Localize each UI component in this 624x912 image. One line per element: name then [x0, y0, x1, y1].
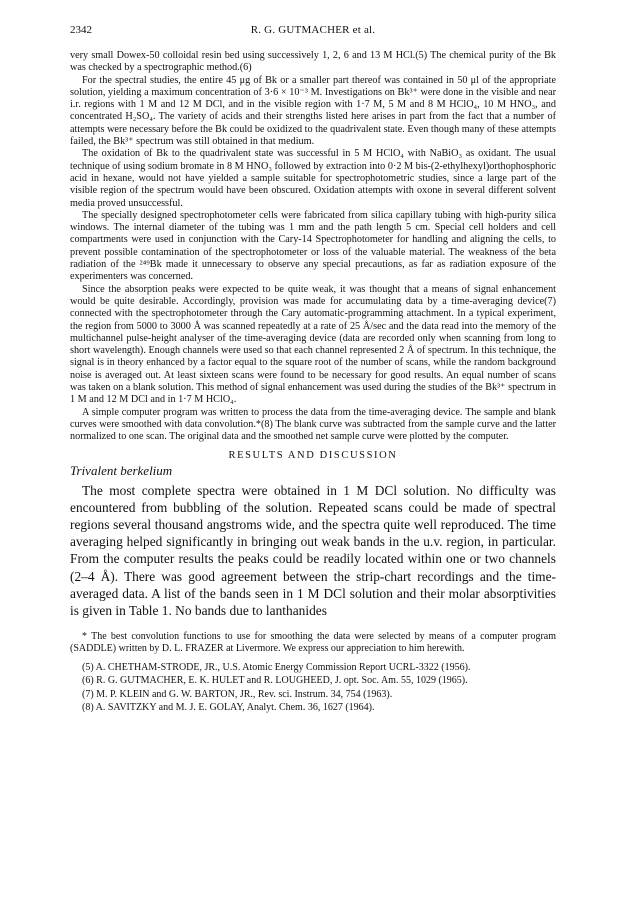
- paragraph-computer-program: A simple computer program was written to process the data from the time-averaging device. The sample and blank curves were smoothed with data convolution.*(8) The blank curve was subtracted from the sample curve and the latter normalized to one scan. The original data and the smoothed net sample curve were plotted by the computer.: [70, 406, 556, 443]
- paragraph-results: The most complete spectra were obtained in 1 M DCl solution. No difficulty was encountered from bubbling of the solution. Repeated scans could be made of spectral regions several thousand angstroms wide, and the spectra quite well reproduced. The time averaging helped significantly in bringing out weak bands in the u.v. region, in particular. From the computer results the peaks could be readily located within one or two channels (2–4 Å). There was good agreement between the strip-chart recordings and the time-averaged data. A list of the bands seen in 1 M DCl solution and their molar absorptivities is given in Table 1. No bands due to lanthanides: [70, 482, 556, 618]
- subsection-heading: Trivalent berkelium: [70, 462, 173, 478]
- reference-item: (8) A. SAVITZKY and M. J. E. GOLAY, Analyt. Chem. 36, 1627 (1964).: [82, 702, 375, 714]
- paragraph-spectral-studies: For the spectral studies, the entire 45 μg of Bk or a smaller part thereof was contained in 50 μl of the appropriate solution, yielding a maximum concentration of 3·6 × 10⁻³ M. Investigations on Bk³⁺ were done in the visible and near i.r. regions with 1 M and 12 M DCl, and in the visible region with 1·7 M, 5 M and 8 M HClO₄, 10 M HNO₃, and concentrated H₂SO₄. The variety of acids and their strengths listed here arises in part from the fact that a number of attempts were necessary before the Bk could be oxidized to the quadrivalent state. Even though many of these attempts failed, the Bk³⁺ spectrum was still obtained in that medium.: [70, 74, 556, 148]
- reference-item: (5) A. CHETHAM-STRODE, JR., U.S. Atomic Energy Commission Report UCRL-3322 (1956).: [82, 661, 471, 673]
- methods-section: [70, 50, 556, 444]
- page-number: 2342: [70, 24, 92, 36]
- section-heading: RESULTS AND DISCUSSION: [228, 449, 398, 461]
- reference-item: (6) R. G. GUTMACHER, E. K. HULET and R. LOUGHEED, J. opt. Soc. Am. 55, 1029 (1965).: [82, 675, 468, 687]
- page-header: [70, 24, 556, 40]
- footnotes: [70, 631, 556, 655]
- reference-item: (7) M. P. KLEIN and G. W. BARTON, JR., Rev. sci. Instrum. 34, 754 (1963).: [82, 688, 393, 700]
- article-body: [70, 50, 556, 716]
- paragraph-signal-enhancement: Since the absorption peaks were expected to be quite weak, it was thought that a means of signal enhancement would be quite desirable. Accordingly, provision was made for accumulating data by a time-averaging device(7) connected with the spectrophotometer through the Cary automatic-programming attachment. In a typical experiment, the region from 5000 to 3000 Å was scanned repeatedly at a rate of 25 Å/sec and the data read into the memory of the multichannel pulse-height analyser of the time-averaging device (data are recorded only when scanning from long to short wavelength). Enough channels were used so that each channel represented 2 Å of spectrum. In this technique, the signal is in theory enhanced by a factor equal to the square root of the number of scans, while the random background noise is averaged out. At least sixteen scans were found to be necessary for good results. An equal number of scans was taken on a blank solution. This method of signal enhancement was used during the studies of the Bk³⁺ spectrum in 1 M and 12 M DCl and in 1·7 M HClO₄.: [70, 283, 556, 406]
- reference-list: [70, 662, 556, 715]
- footnote: * The best convolution functions to use for smoothing the data were selected by means of a computer program (SADDLE) written by D. L. FRAZER at Livermore. We express our appreciation to him herewith.: [70, 631, 556, 655]
- paragraph-continued: very small Dowex-50 colloidal resin bed using successively 1, 2, 6 and 13 M HCl.(5) The chemical purity of the Bk was checked by a spectrographic method.(6): [70, 50, 556, 74]
- paragraph-oxidation: The oxidation of Bk to the quadrivalent state was successful in 5 M HClO₄ with NaBiO₃ as oxidant. The usual technique of using sodium bromate in 8 M HNO₃ followed by extraction into 0·2 M bis-(2-ethylhexyl)orthophosphoric acid in hexane, would not have yielded a sample suitable for spectrophotometric studies, since a large part of the visible region of the spectrum would have been obscured. Oxidation attempts with oxone in several different solvent media proved unsuccessful.: [70, 148, 556, 209]
- paragraph-cells: The specially designed spectrophotometer cells were fabricated from silica capillary tubing with high-purity silica windows. The internal diameter of the tubing was 1 mm and the path length 5 cm. Special cell holders and cell compartments were used in conjunction with the Cary-14 Spectrophotometer for handling and aligning the cells, to prevent possible contamination of the spectrophotometer or loss of the valuable material. The weakness of the beta radiation of the ²⁴⁹Bk made it unnecessary to observe any special precautions, as far as radiation exposure of the experimenters was concerned.: [70, 209, 556, 283]
- results-section: [70, 482, 556, 620]
- running-title: R. G. GUTMACHER et al.: [250, 24, 376, 36]
